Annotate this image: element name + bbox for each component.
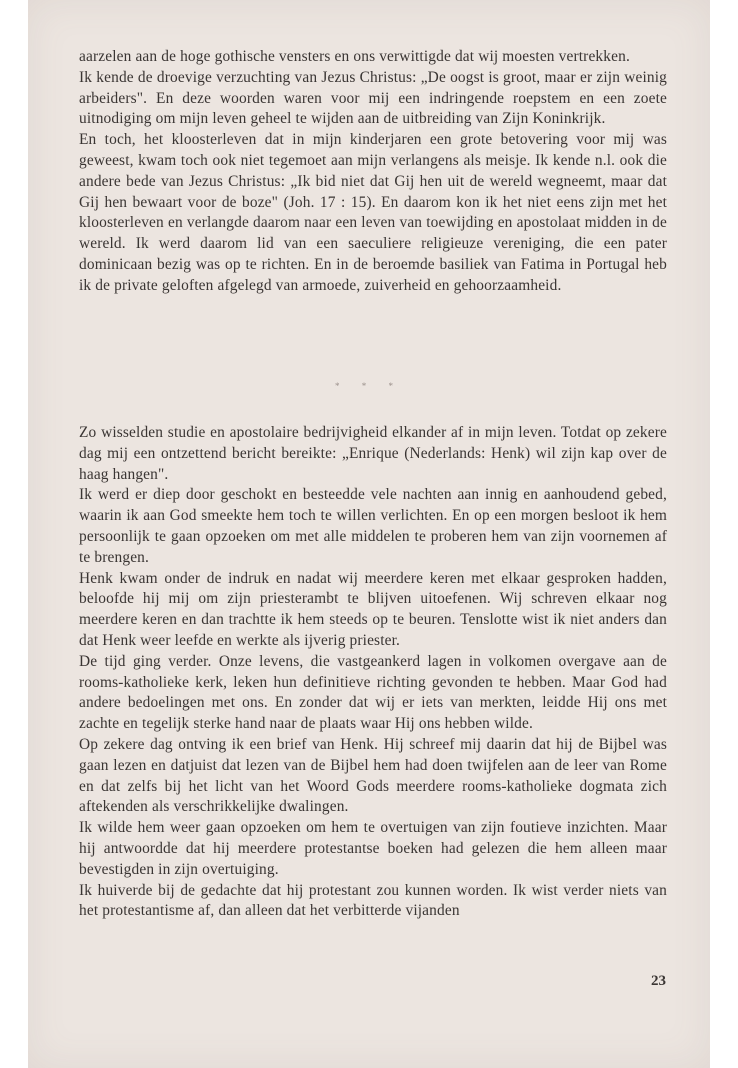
paragraph: Henk kwam onder de indruk en nadat wij meerdere keren met elkaar gesproken hadden, beloofde hij mij om zijn priesterambt te blijven uitoefenen. Wij schreven elkaar nog meerdere keren en dan trachtte ik hem steeds op te beuren. Tenslotte wist ik niet anders dan dat Henk weer leefde en werkte als ijverig priester. [79, 569, 667, 649]
paragraph: Ik wilde hem weer gaan opzoeken om hem te overtuigen van zijn foutieve inzichten. Maar hij antwoordde dat hij meerdere protestantse boeken had gelezen die hem alleen maar bevestigden in zijn overtuiging. [79, 819, 667, 878]
book-page [28, 0, 710, 1068]
paragraph: Op zekere dag ontving ik een brief van Henk. Hij schreef mij daarin dat hij de Bijbel was gaan lezen en datjuist dat lezen van de Bijbel hem had doen twijfelen aan de leer van Rome en dat zelfs bij het licht van het Woord Gods meerdere rooms-katholieke dogmata zich aftekenden als verschrikkelijke dwalingen. [79, 735, 667, 816]
paragraph: En toch, het kloosterleven dat in mijn kinderjaren een grote betovering voor mij was geweest, kwam toch ook niet tegemoet aan mijn verlangens als meisje. Ik kende n.l. ook die andere bede van Jezus Christus: „Ik bid niet dat Gij hen uit de wereld wegneemt, maar dat Gij hen bewaart voor de boze" (Joh. 17 : 15). En daarom kon ik het niet eens zijn met het kloosterleven en verlangde daarom naar een leven van toewijding en apostolaat midden in de wereld. Ik werd daarom lid van een saeculiere religieuze vereniging, die een pater dominicaan bezig was op te richten. En in de beroemde basiliek van Fatima in Portugal heb ik de private geloften afgelegd van armoede, zuiverheid en gehoorzaamheid. [79, 131, 667, 294]
paragraph: De tijd ging verder. Onze levens, die vastgeankerd lagen in volkomen overgave aan de rooms-katholieke kerk, leken hun definitieve richting gevonden te hebben. Maar God had andere bedoelingen met ons. En zonder dat wij er iets van merkten, leidde Hij ons met zachte en tegelijk sterke hand naar de plaats waar Hij ons hebben wilde. [79, 652, 667, 733]
paragraph: aarzelen aan de hoge gothische vensters en ons verwittigde dat wij moesten vertrekken. [79, 48, 630, 65]
text-section-1 [79, 47, 667, 297]
paragraph: Ik werd er diep door geschokt en besteedde vele nachten aan innig en aanhoudend gebed, waarin ik aan God smeekte hem toch te willen verlichten. En op een morgen besloot ik hem persoonlijk te gaan opzoeken om met alle middelen te proberen hem van zijn voornemen af te brengen. [79, 486, 667, 566]
paragraph: Zo wisselden studie en apostolaire bedrijvigheid elkander af in mijn leven. Totdat op zekere dag mij een ontzettend bericht bereikte: „Enrique (Nederlands: Henk) wil zijn kap over de haag hangen". [79, 424, 667, 483]
paragraph: Ik kende de droevige verzuchting van Jezus Christus: „De oogst is groot, maar er zijn weinig arbeiders". En deze woorden waren voor mij een indringende roepstem en een zoete uitnodiging om mijn leven geheel te wijden aan de uitbreiding van Zijn Koninkrijk. [79, 68, 667, 128]
text-section-2 [79, 423, 667, 922]
paragraph: Ik huiverde bij de gedachte dat hij protestant zou kunnen worden. Ik wist verder niets van het protestantisme af, dan alleen dat het verbitterde vijanden [79, 881, 667, 920]
section-separator: * * * [335, 381, 403, 391]
page-number: 23 [651, 973, 666, 989]
